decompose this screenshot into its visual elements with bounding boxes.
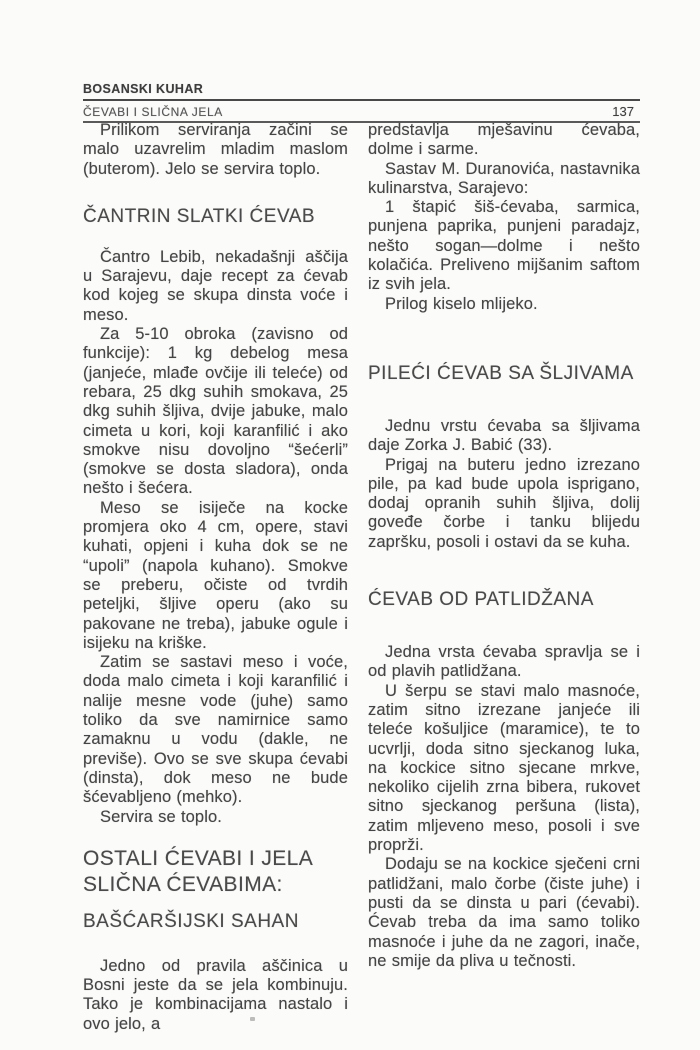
paragraph-meat-preparation: Meso se isiječe na kocke promjera oko 4 cm, opere, stavi kuhati, opjeni i kuha dok se ne “upoli” (napola kuhano). Smokve se preberu, očiste od tvrdih peteljki, šljive operu (ako su pakovane ne treba), jabuke ogule i isijeku na kriške. — [83, 498, 348, 652]
recipe-heading-cantrin-slatki-cevab: ČANTRIN SLATKI ĆEVAB — [83, 205, 316, 227]
ink-dot-artifact — [250, 1017, 255, 1021]
section-heading-ostali-cevabi: OSTALI ĆEVABI I JELA SLIČNA ĆEVABIMA: — [83, 846, 312, 896]
page-header — [83, 82, 640, 123]
left-column — [83, 121, 348, 1034]
recipe-heading-pileci-cevab: PILEĆI ĆEVAB SA ŠLJIVAMA — [368, 362, 634, 384]
paragraph-patlidzan-finish: Dodaju se na kockice sječeni crni patlidžani, malo čorbe (čiste juhe) i pusti da se dinsta u pari (ćevabi). Ćevab treba da ima samo toliko masnoće i juhe da ne zagori, inače, ne smije da pliva u tečnosti. — [368, 855, 640, 970]
recipe-heading-cevab-od-patlidzana: ĆEVAB OD PATLIDŽANA — [368, 589, 594, 611]
page-number: 137 — [612, 104, 634, 119]
paragraph-ingredients: Za 5-10 obroka (zavisno od funkcije): 1 kg debelog mesa (janjeće, mlađe ovčije ili teleće) od rebara, 25 dkg suhih smokava, 25 dkg suhih šljiva, dvije jabuke, malo cimeta u kori, koji karanfilić i ako smokve nisu dovoljno “šećerli” (smokve se dosta sladora), onda nešto i šećera. — [83, 325, 348, 498]
paragraph-zorka-babic: Jednu vrstu ćevaba sa šljivama daje Zorka J. Babić (33). — [368, 416, 640, 455]
paragraph-sastav-duranovic: Sastav M. Duranovića, nastavnika kulinarstva, Sarajevo: — [368, 159, 640, 197]
paragraph-sahan-contents: 1 štapić šiš-ćevaba, sarmica, punjena paprika, punjeni paradajz, nešto sogan—dolme i nešto kolačića. Preliveno mijšanim saftom iz svih jela. — [368, 198, 640, 294]
paragraph-prilog: Prilog kiselo mlijeko. — [385, 294, 538, 313]
paragraph-combining: Zatim se sastavi meso i voće, doda malo cimeta i koji karanfilić i nalije mesne vode (juhe) samo toliko da sve namirnice samo zamaknu u vodu (dakle, ne previše). Ovo se sve skupa ćevabi (dinsta), dok meso ne bude šćevabljeno (mehko). — [83, 653, 348, 807]
book-title: BOSANSKI KUHAR — [83, 82, 204, 96]
paragraph-sahan-continuation: predstavlja mješavinu ćevaba, dolme i sarme. — [368, 121, 640, 159]
paragraph-serve-warm: Servira se toplo. — [100, 807, 222, 826]
two-column-text — [83, 121, 640, 1034]
recipe-heading-bascarsijski-sahan: BAŠĆARŠIJSKI SAHAN — [83, 910, 299, 932]
chapter-title: ČEVABI I SLIČNA JELA — [83, 105, 223, 119]
paragraph-serving-note: Prilikom serviranja začini se malo uzavrelim mladim maslom (buterom). Jelo se servira toplo. — [83, 121, 348, 178]
paragraph-sahan-intro: Jedno od pravila aščinica u Bosni jeste da se jela kombinuju. Tako je kombinacijama nastalo i ovo jelo, a — [83, 956, 348, 1033]
paragraph-patlidzan-preparation: U šerpu se stavi malo masnoće, zatim sitno izrezane janjeće ili teleće košuljice (maramice), te to ucvrlji, doda sitno sjeckanog luka, na kockice sitno sjecane mrkve, nekoliko cijelih zrna bibera, rukovet sitno sjeckanog peršuna (lista), zatim mljeveno meso, posoli i sve proprži. — [368, 681, 640, 855]
chapter-row — [83, 101, 640, 121]
paragraph-cantro-lebib: Čantro Lebib, nekadašnji aščija u Sarajevu, daje recept za ćevab kod kojeg se skupa dinsta voće i meso. — [83, 247, 348, 324]
paragraph-pileci-preparation: Prigaj na buteru jedno izrezano pile, pa kad bude upola isprigano, dodaj opranih suhih šljiva, dolij goveđe čorbe i tanku blijedu zapršku, posoli i ostavi da se kuha. — [368, 455, 640, 551]
paragraph-patlidzan-intro: Jedna vrsta ćevaba spravlja se i od plavih patlidžana. — [368, 643, 640, 681]
right-column — [368, 121, 640, 1034]
